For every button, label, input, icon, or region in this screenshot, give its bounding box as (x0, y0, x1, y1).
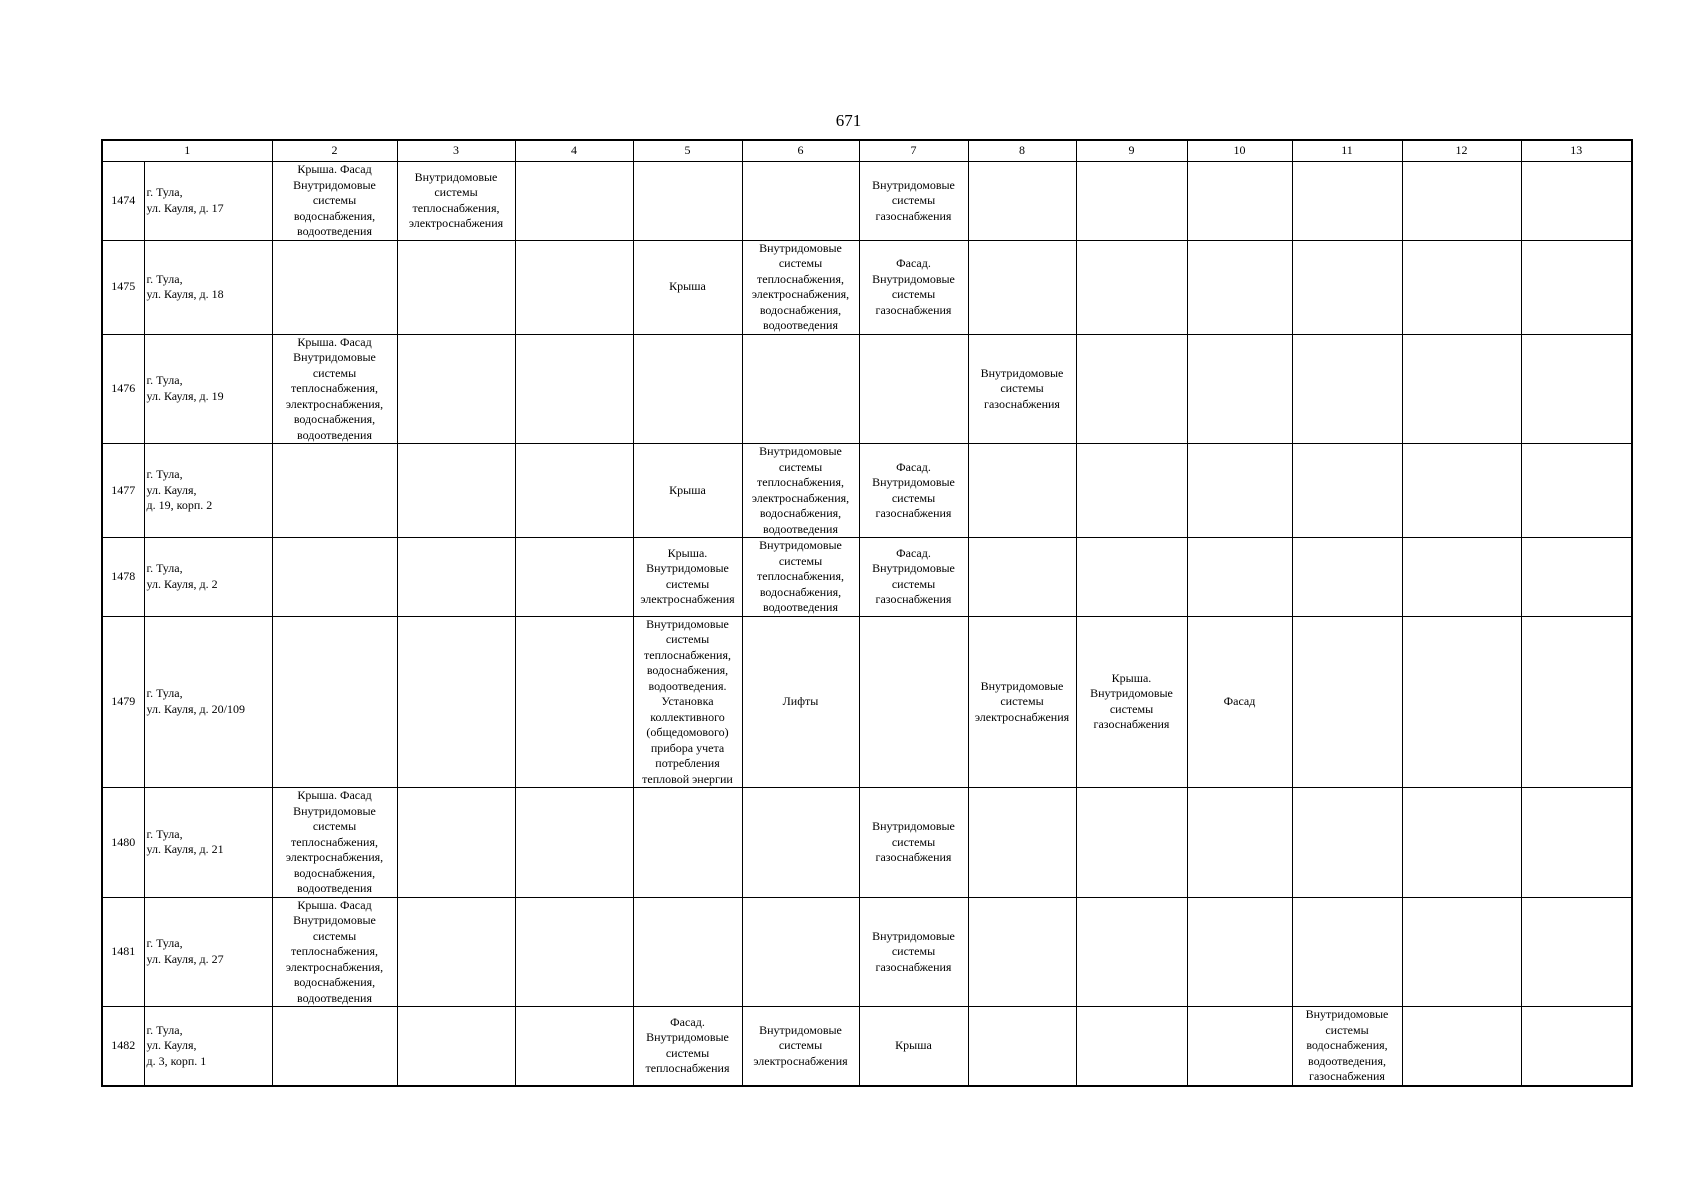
work-cell-col-6: Внутридомовые системы теплоснабжения, электроснабжения, водоснабжения, водоотведения (742, 444, 859, 538)
work-cell-col-13 (1521, 897, 1632, 1007)
address-cell: г. Тула, ул. Кауля, д. 3, корп. 1 (144, 1007, 272, 1086)
column-header-2: 2 (272, 140, 397, 162)
work-cell-col-9: Крыша. Внутридомовые системы газоснабжения (1076, 616, 1187, 788)
address-cell: г. Тула, ул. Кауля, д. 17 (144, 162, 272, 241)
work-cell-col-5: Внутридомовые системы теплоснабжения, водоснабжения, водоотведения. Установка коллективного (общедомового) прибора учета потребления тепловой энергии (633, 616, 742, 788)
table-row (102, 788, 1632, 898)
work-cell-col-11 (1292, 788, 1402, 898)
work-cell-col-2: Крыша. Фасад Внутридомовые системы водоснабжения, водоотведения (272, 162, 397, 241)
work-cell-col-5: Крыша (633, 444, 742, 538)
work-cell-col-6 (742, 897, 859, 1007)
work-cell-col-12 (1402, 1007, 1521, 1086)
work-cell-col-5 (633, 897, 742, 1007)
work-cell-col-6: Внутридомовые системы теплоснабжения, электроснабжения, водоснабжения, водоотведения (742, 240, 859, 334)
work-cell-col-13 (1521, 616, 1632, 788)
table-row (102, 538, 1632, 617)
work-cell-col-13 (1521, 788, 1632, 898)
work-cell-col-2 (272, 1007, 397, 1086)
address-cell: г. Тула, ул. Кауля, д. 20/109 (144, 616, 272, 788)
column-header-11: 11 (1292, 140, 1402, 162)
work-cell-col-12 (1402, 788, 1521, 898)
work-cell-col-5 (633, 788, 742, 898)
work-cell-col-4 (515, 1007, 633, 1086)
work-cell-col-12 (1402, 240, 1521, 334)
work-cell-col-10: Фасад (1187, 616, 1292, 788)
work-cell-col-11 (1292, 240, 1402, 334)
work-cell-col-5 (633, 334, 742, 444)
work-cell-col-12 (1402, 616, 1521, 788)
work-cell-col-6: Внутридомовые системы теплоснабжения, водоснабжения, водоотведения (742, 538, 859, 617)
table-row (102, 1007, 1632, 1086)
work-cell-col-7 (859, 616, 968, 788)
work-cell-col-9 (1076, 240, 1187, 334)
work-cell-col-10 (1187, 788, 1292, 898)
column-header-7: 7 (859, 140, 968, 162)
work-cell-col-9 (1076, 334, 1187, 444)
work-cell-col-3 (397, 897, 515, 1007)
work-cell-col-13 (1521, 444, 1632, 538)
column-header-5: 5 (633, 140, 742, 162)
work-cell-col-6 (742, 334, 859, 444)
work-cell-col-8 (968, 162, 1076, 241)
row-number-cell: 1480 (102, 788, 144, 898)
address-cell: г. Тула, ул. Кауля, д. 19 (144, 334, 272, 444)
work-cell-col-7: Фасад. Внутридомовые системы газоснабжения (859, 538, 968, 617)
work-cell-col-10 (1187, 897, 1292, 1007)
repair-schedule-table (101, 139, 1633, 1087)
work-cell-col-6 (742, 162, 859, 241)
work-cell-col-4 (515, 788, 633, 898)
work-cell-col-10 (1187, 444, 1292, 538)
work-cell-col-10 (1187, 240, 1292, 334)
work-cell-col-10 (1187, 538, 1292, 617)
work-cell-col-13 (1521, 162, 1632, 241)
work-cell-col-2: Крыша. Фасад Внутридомовые системы теплоснабжения, электроснабжения, водоснабжения, водоотведения (272, 897, 397, 1007)
row-number-cell: 1478 (102, 538, 144, 617)
work-cell-col-4 (515, 538, 633, 617)
work-cell-col-3 (397, 444, 515, 538)
work-cell-col-2 (272, 538, 397, 617)
work-cell-col-5: Крыша. Внутридомовые системы электроснабжения (633, 538, 742, 617)
work-cell-col-8 (968, 897, 1076, 1007)
column-header-8: 8 (968, 140, 1076, 162)
work-cell-col-7: Фасад. Внутридомовые системы газоснабжения (859, 444, 968, 538)
work-cell-col-2: Крыша. Фасад Внутридомовые системы теплоснабжения, электроснабжения, водоснабжения, водоотведения (272, 788, 397, 898)
table-body (102, 140, 1632, 1086)
column-header-12: 12 (1402, 140, 1521, 162)
work-cell-col-11 (1292, 616, 1402, 788)
work-cell-col-3 (397, 1007, 515, 1086)
work-cell-col-4 (515, 444, 633, 538)
table-row (102, 897, 1632, 1007)
column-number-row (102, 140, 1632, 162)
work-cell-col-13 (1521, 1007, 1632, 1086)
column-header-3: 3 (397, 140, 515, 162)
table-row (102, 240, 1632, 334)
work-cell-col-7: Крыша (859, 1007, 968, 1086)
work-cell-col-9 (1076, 538, 1187, 617)
work-cell-col-4 (515, 240, 633, 334)
work-cell-col-5: Крыша (633, 240, 742, 334)
row-number-cell: 1481 (102, 897, 144, 1007)
table-row (102, 334, 1632, 444)
address-cell: г. Тула, ул. Кауля, д. 21 (144, 788, 272, 898)
table-row (102, 444, 1632, 538)
work-cell-col-8: Внутридомовые системы газоснабжения (968, 334, 1076, 444)
work-cell-col-2: Крыша. Фасад Внутридомовые системы теплоснабжения, электроснабжения, водоснабжения, водоотведения (272, 334, 397, 444)
work-cell-col-4 (515, 334, 633, 444)
work-cell-col-3 (397, 788, 515, 898)
work-cell-col-4 (515, 897, 633, 1007)
work-cell-col-11 (1292, 162, 1402, 241)
address-cell: г. Тула, ул. Кауля, д. 18 (144, 240, 272, 334)
work-cell-col-6: Внутридомовые системы электроснабжения (742, 1007, 859, 1086)
work-cell-col-9 (1076, 444, 1187, 538)
work-cell-col-11 (1292, 334, 1402, 444)
work-cell-col-9 (1076, 788, 1187, 898)
work-cell-col-11: Внутридомовые системы водоснабжения, водоотведения, газоснабжения (1292, 1007, 1402, 1086)
work-cell-col-3 (397, 240, 515, 334)
column-header-4: 4 (515, 140, 633, 162)
table-row (102, 616, 1632, 788)
work-cell-col-10 (1187, 162, 1292, 241)
work-cell-col-9 (1076, 162, 1187, 241)
work-cell-col-8 (968, 538, 1076, 617)
row-number-cell: 1476 (102, 334, 144, 444)
work-cell-col-2 (272, 616, 397, 788)
work-cell-col-2 (272, 444, 397, 538)
work-cell-col-7: Фасад. Внутридомовые системы газоснабжения (859, 240, 968, 334)
work-cell-col-13 (1521, 334, 1632, 444)
address-cell: г. Тула, ул. Кауля, д. 19, корп. 2 (144, 444, 272, 538)
work-cell-col-12 (1402, 538, 1521, 617)
work-cell-col-12 (1402, 334, 1521, 444)
work-cell-col-9 (1076, 897, 1187, 1007)
work-cell-col-2 (272, 240, 397, 334)
work-cell-col-3: Внутридомовые системы теплоснабжения, электроснабжения (397, 162, 515, 241)
work-cell-col-11 (1292, 897, 1402, 1007)
work-cell-col-11 (1292, 538, 1402, 617)
work-cell-col-8 (968, 240, 1076, 334)
address-cell: г. Тула, ул. Кауля, д. 2 (144, 538, 272, 617)
column-header-1: 1 (102, 140, 272, 162)
work-cell-col-8: Внутридомовые системы электроснабжения (968, 616, 1076, 788)
work-cell-col-10 (1187, 334, 1292, 444)
work-cell-col-8 (968, 1007, 1076, 1086)
work-cell-col-8 (968, 788, 1076, 898)
work-cell-col-6: Лифты (742, 616, 859, 788)
row-number-cell: 1474 (102, 162, 144, 241)
column-header-13: 13 (1521, 140, 1632, 162)
work-cell-col-12 (1402, 162, 1521, 241)
work-cell-col-12 (1402, 444, 1521, 538)
work-cell-col-12 (1402, 897, 1521, 1007)
row-number-cell: 1479 (102, 616, 144, 788)
work-cell-col-13 (1521, 240, 1632, 334)
table-row (102, 162, 1632, 241)
column-header-9: 9 (1076, 140, 1187, 162)
work-cell-col-3 (397, 334, 515, 444)
work-cell-col-3 (397, 538, 515, 617)
work-cell-col-7 (859, 334, 968, 444)
row-number-cell: 1477 (102, 444, 144, 538)
work-cell-col-6 (742, 788, 859, 898)
work-cell-col-7: Внутридомовые системы газоснабжения (859, 897, 968, 1007)
work-cell-col-8 (968, 444, 1076, 538)
work-cell-col-13 (1521, 538, 1632, 617)
work-cell-col-9 (1076, 1007, 1187, 1086)
work-cell-col-7: Внутридомовые системы газоснабжения (859, 162, 968, 241)
address-cell: г. Тула, ул. Кауля, д. 27 (144, 897, 272, 1007)
work-cell-col-7: Внутридомовые системы газоснабжения (859, 788, 968, 898)
work-cell-col-5 (633, 162, 742, 241)
page-number: 671 (835, 111, 862, 130)
column-header-6: 6 (742, 140, 859, 162)
work-cell-col-5: Фасад. Внутридомовые системы теплоснабжения (633, 1007, 742, 1086)
row-number-cell: 1475 (102, 240, 144, 334)
work-cell-col-3 (397, 616, 515, 788)
work-cell-col-4 (515, 162, 633, 241)
work-cell-col-4 (515, 616, 633, 788)
row-number-cell: 1482 (102, 1007, 144, 1086)
work-cell-col-10 (1187, 1007, 1292, 1086)
column-header-10: 10 (1187, 140, 1292, 162)
work-cell-col-11 (1292, 444, 1402, 538)
